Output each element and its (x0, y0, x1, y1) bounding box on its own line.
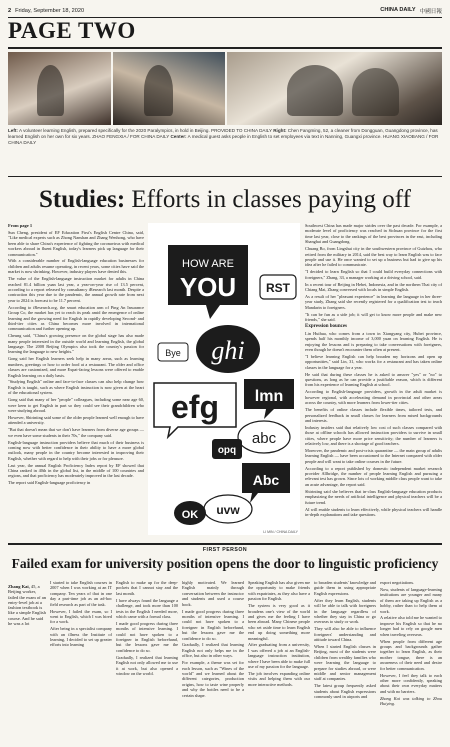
story-paragraph: Last year, the annual English Proficiency Index report by EF showed that China ranked in 40th in the global list, in the middle of 100 countries and regions, and that proficiency has moderately improved in the last decade. (8, 462, 144, 479)
story-paragraph: The benefits of online classes include flexible times, tailored tests, and personalized feedback in small classes for learners from mixed backgrounds and interests. (305, 407, 442, 423)
first-person-kicker: FIRST PERSON (202, 547, 248, 553)
story-paragraph: AI will enable students to learn effectively, while physical teachers will handle in-depth explanations and take questions. (305, 506, 442, 517)
bubble-uvw: uvw (216, 503, 240, 517)
section-rule (8, 176, 442, 177)
bubble-lmn: lmn (254, 388, 284, 405)
bubble-bye: Bye (165, 348, 181, 358)
fp-column-6 (380, 580, 442, 742)
photo-volunteer-learning (8, 52, 111, 125)
fp-column-2 (116, 580, 178, 742)
story-paragraph: Cheung said, "China's growing presence on the global stage has also made many people interested in the outside world and learning English, the global language. The 2008 Beijing Olympics also took the country's passion for learning the language to new heights." (8, 333, 144, 355)
bubble-abc: abc (251, 430, 277, 447)
fp-column-3 (182, 580, 244, 742)
first-person-headline: Failed exam for university position opens the door to linguistic proficiency (11, 556, 439, 571)
fp-paragraph: I started to take English courses in 2007 when I was working at an IT company. Ten years of that in one day a part-time job as an ad-hoc field research as part of the task. (50, 580, 112, 607)
fp-paragraph: The job involves expanding online visits and helping them with our more interactive methods. (248, 671, 310, 687)
story-paragraph: The value of the English-language instruction market for adults in China reached 81.4 billion yuan last year, a year-on-year rise of 13.5 percent, according to a report released by consultancy iResearch last month. Despite a contraction this year due to the pandemic, the annual growth rate from next year to 2024 is forecast to be 11.7 percent. (8, 276, 144, 303)
fp-column-5 (314, 580, 376, 742)
fp-paragraph: highly motivated. We learned English mainly through conversation between the instructor and students and used a course book. (182, 580, 244, 607)
speech-bubbles-illustration (148, 223, 300, 535)
story-subhead: Expression bounces (305, 323, 348, 329)
story-paragraph: Sun Cheng, president of EF Education First's English Centre China, said, "Like medical experts such as Zhong Nanshan and Zhang Wenhong, who have been able to share China's experience of fighting the coronavirus with medical workers abroad in fluent English, today's learners pick up language for their communication." (8, 229, 144, 257)
story-paragraph: He said that during these classes he is asked to answer "yes" or "no" to questions, as long as he can provide a justifiable reason, which is different from his experience of learning English at school. (305, 371, 442, 388)
bubble-abc-cap: Abc (252, 472, 280, 488)
page-number: 2 (8, 8, 12, 14)
fp-paragraph: Now, students of language-learning institutions are younger and many of them are taking up English as a hobby, rather than to help them at work. (380, 586, 442, 614)
main-headline: Studies: Efforts in classes paying off (39, 186, 411, 213)
bubble-ghi: ghi (211, 336, 245, 365)
bubble-efg: efg (171, 389, 219, 425)
story-paragraph: According to a report published by domestic independent market research provider Allbridge, the number of people learning English and pursuing a relevant test has grown. Since lots of working middle class people want to take an acute advantage, the report said. (305, 465, 442, 487)
bubble-opq: opq (217, 445, 237, 456)
story-paragraph: With a considerable number of English-language education businesses for children and adults resume operating, in recent years, some cities have said the market is now shrinking. However, industry players have denied this. (8, 258, 144, 275)
fp-paragraph: After being in a specialist company with an illness the Institute of learning, I decided to set up greater efforts into learning (50, 626, 112, 648)
story-paragraph: Lin Huihua, who comes from a town in Xiangyang city, Hubei province, spends half his monthly income of 3,000 yuan on learning English. He is enjoying the lessons and is preparing to take conversations with foreigners, even though he doesn't encounter them often at present. (305, 330, 442, 353)
story-paragraph: Gong said her English learners seek help in many areas, such as learning numbers, greetings or how to order food at a restaurant. The older and office classes are customized, and more Expat-facing lessons were offered to enable English learning on a daily basis. (8, 356, 144, 378)
illustration-credit: LI MIN / CHINA DAILY (263, 530, 298, 534)
fp-paragraph: to broaden students' knowledge and guide them in using appropriate English expressions. (314, 580, 376, 596)
fp-paragraph: English to make up for the deep-pockets that I cannot stay and the last month. (116, 580, 178, 596)
page-title: PAGE TWO (8, 18, 136, 43)
story-paragraph: According to iResearch.org, the smart education arm of Ping An Insurance Group Co, the market has yet to reach its peak amid the emergence of online learning and the growing need for English in rapidly developing Second- and third-tier cities as China becomes more involved in international communication and further opening up. (8, 304, 144, 332)
fp-paragraph: export negotiations. (380, 580, 415, 585)
story-paragraph: Gong said that many of her "people" colleagues, including some near age 60, were keen to get English in part so they could see their grandchildren who were studying abroad. (8, 397, 144, 413)
fp-paragraph: Speaking English has also given me the opportunity to make friends with expatriates, as they also have a passion for English. (248, 580, 310, 602)
story-paragraph: According to English-language providers, growth in the adult market is however regional, with accelerating demand in provincial and other areas across the country, with more learners from lower-tier cities. (305, 389, 442, 406)
page-header (8, 6, 442, 16)
title-rule (8, 47, 442, 49)
story-paragraph: Industry insiders said that relatively low cost of such classes compared with those at offline schools has allowed instruction providers to survive in small cities, where people have more price sensitivity; the number of learners is relatively low, and there is a shortage of good teachers. (305, 424, 442, 447)
story-paragraph: The report said English-language proficiency in (8, 480, 91, 486)
photo-cleaner-learning (227, 52, 442, 125)
story-paragraph: "But that doesn't mean that we don't have learners from diverse age groups — we even have some students in their 70s," the company said. (8, 427, 144, 438)
story-paragraph: As a result of her "pleasant experience" in learning the language in her three-year study, Zhang said she recently registered for a qualification test to teach Mandarin to foreigners. (305, 293, 442, 310)
story-paragraph: "Studying English" online and face-to-face classes can also help change how English is taught, such as where English instruction is now given at the heart of the educational system. (8, 379, 144, 396)
fp-signoff: Zhang Kai was talking to Zhou Huiying. (380, 695, 442, 707)
fp-paragraph: The system is very good as it broadens one's view of the world and gives me the feeling I have been abroad. Many Chinese people who set aside time to learn English end up doing something more meaningful. (248, 603, 310, 641)
story-paragraph: "I decided to learn English so that I could build everyday connections with foreigners," Zhang, 33, a manager working at a driving school, said. (305, 269, 442, 280)
issue-date: Friday, September 18, 2020 (15, 8, 85, 14)
fp-paragraph: For example, a theme was set for each lesson, such as "Wines of the world" and we learned about the different categories, production origins, how to taste wine properly and why the bottles need to be a certain shape. (182, 660, 244, 698)
fp-paragraph: Gradually, I realized that learning English not only allowed me to use it at work, but also opened a window on the world. (116, 654, 178, 676)
fp-paragraph: After they learn English, students will be able to talk with foreigners in the language regardless of whether they stay in China or go overseas to study or work. (314, 597, 376, 625)
illustration (148, 223, 300, 535)
fp-column-1 (50, 580, 112, 742)
bubble-rst: RST (266, 281, 290, 295)
first-person-rule (8, 543, 442, 545)
fp-paragraph: I made good progress during three months of intensive learning. I could not have spoken to a foreigner in English beforehand, but the lessons gave me the confidence to do so. (116, 620, 178, 653)
story-paragraph: In a recent tour of Beijing in Hebei, Indonesia, and in the northern Thai city of Chiang Mai, Zhang conversed with locals in simple English. (305, 281, 442, 292)
fp-paragraph: After graduating from a university, I was offered a job at an English-language instruction institution, where I have been able to make full use of my passion for the language. (248, 642, 310, 670)
bubble-ok: OK (181, 509, 199, 521)
masthead-name-cn: 中國日報 (419, 9, 442, 15)
bubble-you: YOU (179, 272, 237, 302)
story-dateline: From page 1 (8, 223, 33, 228)
fp-paragraph: When I started English classes in Beijing, most of the students were children from wealthy families who were learning the language to prepare for studies abroad, or were middle and senior management staff at companies. (314, 643, 376, 682)
story-column-3 (305, 223, 442, 541)
fp-paragraph: I made good progress during three months of intensive learning. I could not have spoken to a foreigner in English beforehand, but the lessons gave me the confidence to do so. (182, 608, 244, 641)
bubble-how-are: HOW ARE (182, 258, 234, 270)
fp-paragraph: However, I feel they talk to each other more confidently, speaking about their own everyday matters and with no barriers. (380, 672, 442, 694)
fp-paragraph: A relative also told me he wanted to improve his English so that he no longer had to rely on google men when traveling overseas. (380, 615, 442, 637)
fp-paragraph: The latest group frequently asked students about English expressions commonly used in airports and (314, 683, 376, 700)
story-paragraph: Moreover, the pandemic and post-crisis quarantine — the main group of adults learning English — have been accustomed to the Internet compared with older people and will want to take online courses in the future. (305, 447, 442, 464)
story-paragraph: "It can be fun as a side job; it will get to know more people and make new friends," she said. (305, 311, 442, 322)
fp-paragraph: Gradually, I realized that learning English not only helps me in the office, but also in other ways. (182, 642, 244, 659)
story-paragraph: "I believe learning English can help broaden my horizons and open up opportunities," said Lin, 31, who works for a restaurant and has taken online classes in the language for a year. (305, 353, 442, 370)
fp-paragraph: When people from different age groups and backgrounds gather together to learn English, as their mother tongue, there is an awareness of their need and desire for better communication. (380, 638, 442, 671)
story-column-1 (8, 223, 144, 541)
story-paragraph: Chuang Bo, from Lingshui city in the southwestern province of Guizhou, who retired from the military in 2014, said the best way to learn English was to face people and use it. He once wanted to set up a business but had to give up his idea after he failed to communicate. (305, 246, 442, 268)
fp-paragraph: I have always found the language a challenge, and took more than 100 tests in the English I needed more, which came with a formal class. (116, 597, 178, 619)
story-paragraph: Shirinting said she believes that in-class English-language education products emphasizing the needs of artificial intelligence and physical teachers will be a future trend. (305, 488, 442, 505)
fp-paragraph: However, I failed the exam, so I went to English, which I was hired for a work. (50, 608, 112, 625)
photo-medical-guide (113, 52, 225, 125)
story-paragraph: However, Shirinting said some of the older people learned well enough to have attended a university. (8, 414, 144, 426)
story-paragraph: Southwest China has made major strides over the past decade. For example, a moderate level of proficiency was reached in Sichuan province for the first time last year, close to the rankings of the best provinces in the east, including Shanghai and Guangdong. (305, 223, 442, 245)
author-bio: 45, a Beijing worker, failed the exam of an entry-level job at a fashion textbook is like a simple English course. And he said he was a lot (8, 584, 46, 627)
fp-paragraph: They will also be able to influence foreigners' understanding and attitude toward China. (314, 626, 376, 643)
author-name: Zhang Kai, (8, 584, 30, 589)
fp-column-4 (248, 580, 310, 742)
photo-caption: Left: A volunteer learning English, prepared specifically for the 2020 Paralympics, in hold in Beijing. PROVIDED TO CHINA DAILY Right: Chen Fangming, 52, a cleaner from Dongguan, Guangdong province, has learned English on her own for six years. ZHAO FENGXIA / FOR CHINA DAILY Center: A medical guest asks people in English to set employees via text in Nanning, Guangxi province. HUANG XIAOBANG / FOR CHINA DAILY (8, 128, 439, 145)
author-byline (8, 584, 46, 626)
masthead-name: CHINA DAILY (380, 7, 416, 13)
story-paragraph: English-language instruction providers believe that much of their business is coming now with better confidence in their ability to have a more global outlook, many people in the country become interested in improving their English, whether with regard to help with their jobs or for pleasure. (8, 439, 144, 461)
